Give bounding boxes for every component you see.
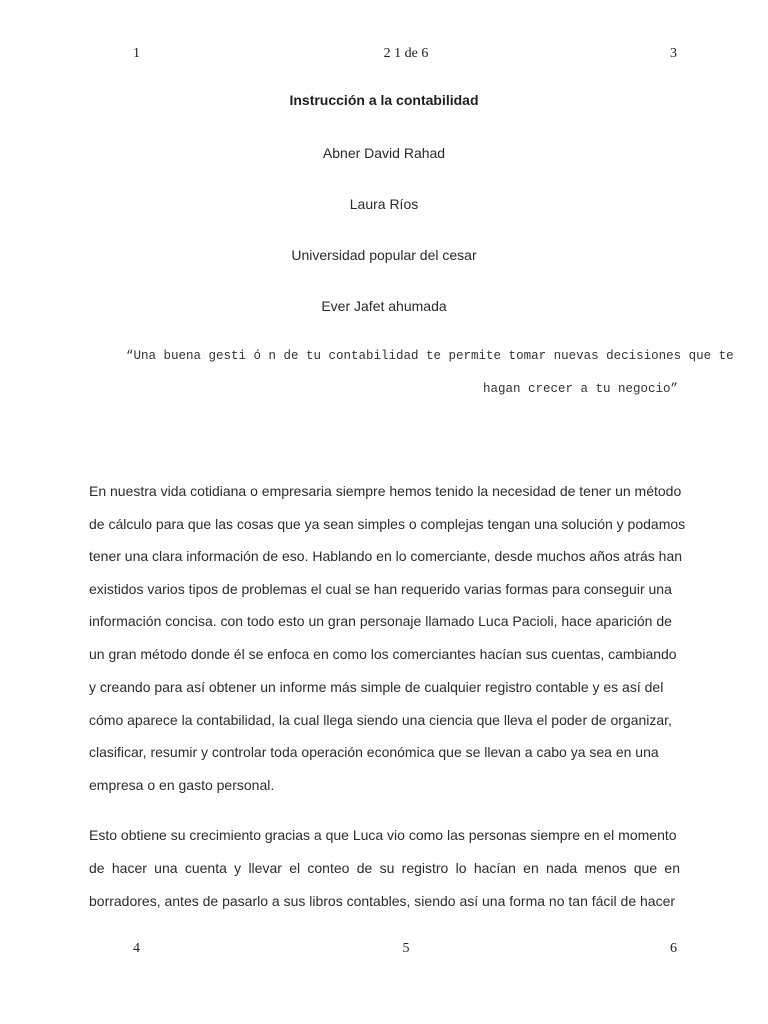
document-title: Instrucción a la contabilidad xyxy=(289,92,479,108)
advisor-name: Ever Jafet ahumada xyxy=(321,298,447,314)
paragraph-line: empresa o en gasto personal. xyxy=(89,777,275,793)
paragraph-line: cómo aparece la contabilidad, la cual llega siendo una ciencia que lleva el poder de organizar, xyxy=(89,712,672,728)
header-page-number-right: 3 xyxy=(670,46,677,61)
paragraph-line: de cálculo para que las cosas que ya sean simples o complejas tengan una solución y podamos xyxy=(89,516,686,532)
paragraph-line: y creando para así obtener un informe más simple de cualquier registro contable y es así del xyxy=(89,679,664,695)
footer-page-number-left: 4 xyxy=(133,941,140,956)
paragraph-line: un gran método donde él se enfoca en como los comerciantes hacían sus cuentas, cambiando xyxy=(89,646,677,662)
paragraph-line: de hacer una cuenta y llevar el conteo de su registro lo hacían en nada menos que en xyxy=(89,860,680,876)
header-page-number-left: 1 xyxy=(133,46,140,61)
institution-name: Universidad popular del cesar xyxy=(291,247,477,263)
epigraph-quote-line: “Una buena gesti ó n de tu contabilidad te permite tomar nuevas decisiones que te xyxy=(126,349,734,363)
paragraph-line: información concisa. con todo esto un gran personaje llamado Luca Pacioli, hace aparición de xyxy=(89,613,672,629)
paragraph-line: clasificar, resumir y controlar toda operación económica que se llevan a cabo ya sea en una xyxy=(89,744,659,760)
author-name: Laura Ríos xyxy=(349,196,419,212)
paragraph-line: borradores, antes de pasarlo a sus libros contables, siendo así una forma no tan fácil de hacer xyxy=(89,893,676,909)
header-page-indicator: 2 1 de 6 xyxy=(383,46,429,61)
footer-page-number-right: 6 xyxy=(670,941,677,956)
paragraph-line: existidos varios tipos de problemas el cual se han requerido varias formas para conseguir una xyxy=(89,581,672,597)
paragraph-line: tener una clara información de eso. Hablando en lo comerciante, desde muchos años atrás han xyxy=(89,548,683,564)
paragraph-line: Esto obtiene su crecimiento gracias a que Luca vio como las personas siempre en el momento xyxy=(89,827,677,843)
epigraph-quote-line: hagan crecer a tu negocio” xyxy=(482,382,678,396)
footer-page-number-center: 5 xyxy=(402,941,410,956)
paragraph-line: En nuestra vida cotidiana o empresaria siempre hemos tenido la necesidad de tener un método xyxy=(89,483,682,499)
author-name: Abner David Rahad xyxy=(322,145,446,161)
